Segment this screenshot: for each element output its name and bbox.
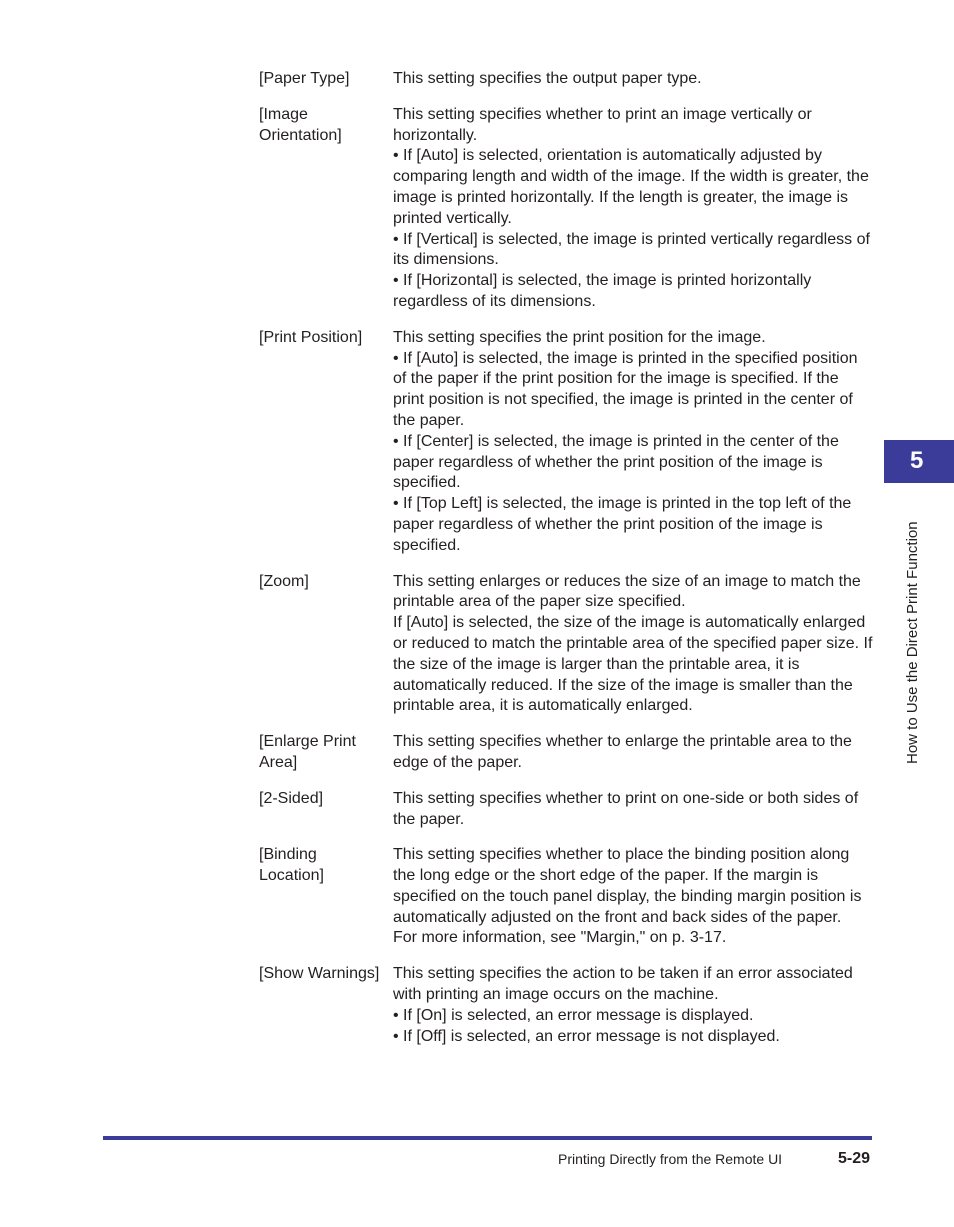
- setting-description: [393, 69, 874, 90]
- description-text: This setting specifies whether to print an image vertically or horizontally.: [393, 105, 812, 144]
- setting-entry: [259, 328, 874, 557]
- description-text: This setting enlarges or reduces the size of an image to match the printable area of the paper size specified.: [393, 572, 861, 611]
- setting-description: [393, 845, 874, 949]
- setting-entry: [259, 69, 874, 90]
- setting-name: [Enlarge Print Area]: [259, 733, 356, 771]
- description-text: This setting specifies the print position for the image.: [393, 328, 766, 346]
- footer-divider: [103, 1136, 872, 1140]
- bullet-item: • If [Off] is selected, an error message is not displayed.: [393, 1027, 874, 1048]
- bullet-item: • If [Horizontal] is selected, the image is printed horizontally regardless of its dimensions.: [393, 271, 874, 313]
- setting-description: [393, 964, 874, 1047]
- description-text: This setting specifies whether to place the binding position along the long edge or the short edge of the paper. If the margin is specified on the touch panel display, the binding margin position is automatically adjusted on the front and back sides of the paper.: [393, 846, 862, 926]
- setting-entry: [259, 845, 874, 949]
- bullet-item: • If [On] is selected, an error message is displayed.: [393, 1006, 874, 1027]
- description-text: This setting specifies the output paper type.: [393, 70, 702, 87]
- setting-description: [393, 789, 874, 831]
- setting-entry: [259, 105, 874, 313]
- setting-entry: [259, 572, 874, 718]
- setting-description: [393, 572, 874, 718]
- footer-section-title: Printing Directly from the Remote UI: [558, 1151, 783, 1167]
- description-text: If [Auto] is selected, the size of the image is automatically enlarged or reduced to match the printable area of the specified paper size. If the size of the image is larger than the printable area, it is automatically reduced. If the size of the image is smaller than the printable area, it is automatically enlarged.: [393, 614, 873, 715]
- description-text: This setting specifies whether to print on one-side or both sides of the paper.: [393, 789, 859, 828]
- setting-name: [Show Warnings]: [259, 965, 380, 983]
- setting-entry: [259, 789, 874, 831]
- setting-name: [2-Sided]: [259, 789, 324, 807]
- setting-description: [393, 105, 874, 313]
- description-text: This setting specifies the action to be taken if an error associated with printing an image occurs on the machine.: [393, 965, 853, 1004]
- chapter-title: How to Use the Direct Print Function: [904, 521, 921, 764]
- setting-name: [Image Orientation]: [259, 105, 342, 144]
- setting-entry: [259, 732, 874, 774]
- bullet-item: • If [Vertical] is selected, the image is printed vertically regardless of its dimensions.: [393, 230, 874, 272]
- bullet-item: • If [Center] is selected, the image is printed in the center of the paper regardless of whether the print position of the image is specified.: [393, 432, 874, 494]
- setting-description: [393, 732, 874, 774]
- page-number: 5-29: [838, 1150, 871, 1167]
- description-text: This setting specifies whether to enlarge the printable area to the edge of the paper.: [393, 733, 852, 771]
- setting-name: [Paper Type]: [259, 70, 350, 87]
- setting-entry: [259, 964, 874, 1047]
- settings-list: [259, 69, 874, 1062]
- description-text: For more information, see "Margin," on p. 3-17.: [393, 929, 727, 947]
- bullet-item: • If [Top Left] is selected, the image is printed in the top left of the paper regardless of whether the print position of the image is specified.: [393, 494, 874, 556]
- setting-name: [Binding Location]: [259, 846, 324, 885]
- chapter-number: 5: [910, 447, 924, 474]
- setting-name: [Zoom]: [259, 572, 309, 590]
- setting-description: [393, 328, 874, 557]
- bullet-item: • If [Auto] is selected, orientation is automatically adjusted by comparing length and width of the image. If the width is greater, the image is printed horizontally. If the length is greater, the image is printed vertically.: [393, 146, 874, 229]
- setting-name: [Print Position]: [259, 328, 363, 346]
- bullet-item: • If [Auto] is selected, the image is printed in the specified position of the paper if the print position for the image is specified. If the print position is not specified, the image is printed in the center of the paper.: [393, 349, 874, 432]
